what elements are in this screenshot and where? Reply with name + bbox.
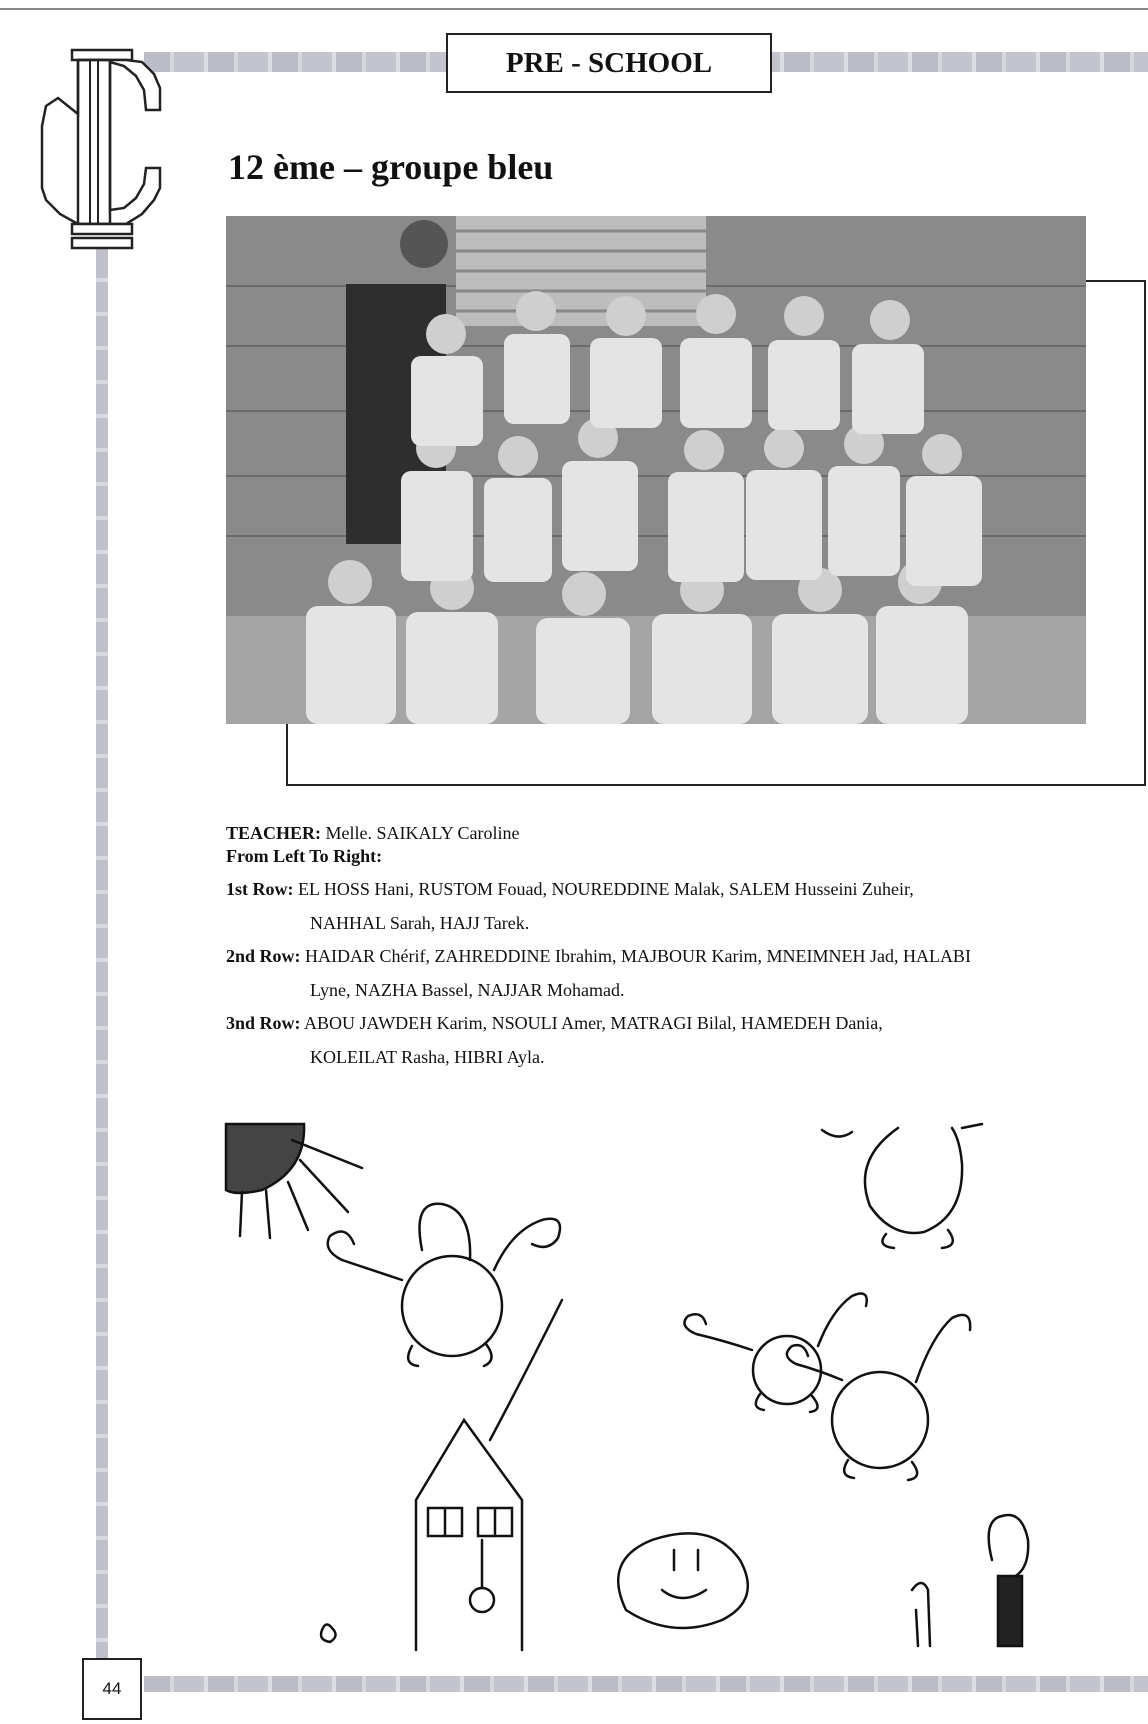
order-label: From Left To Right: (226, 846, 383, 866)
left-margin-band (96, 248, 108, 1668)
page-number: 44 (82, 1658, 142, 1720)
turtle-top-right-icon (822, 1124, 982, 1248)
page-title: 12 ème – groupe bleu (228, 147, 554, 187)
house-icon (416, 1300, 562, 1650)
figure-icon (912, 1583, 930, 1646)
row-3: 3nd Row: ABOU JAWDEH Karim, NSOULI Amer, MATRAGI Bilal, HAMEDEH Dania, KOLEILAT Rasha, HIBRI Ayla. (226, 1013, 883, 1067)
child-drawing (222, 1120, 1122, 1665)
turtle-left-icon (328, 1204, 560, 1366)
teacher-name: Melle. SAIKALY Caroline (325, 823, 520, 843)
section-header: PRE - SCHOOL (446, 33, 772, 93)
school-logo-icon (38, 48, 166, 252)
row-1: 1st Row: EL HOSS Hani, RUSTOM Fouad, NOUREDDINE Malak, SALEM Husseini Zuheir, NAHHAL Sarah, HAJJ Tarek. (226, 879, 914, 933)
sun-icon (226, 1124, 362, 1238)
caption-block (226, 822, 1126, 1069)
footer-band (144, 1676, 1148, 1692)
flower-icon (321, 1624, 336, 1642)
row-2: 2nd Row: HAIDAR Chérif, ZAHREDDINE Ibrahim, MAJBOUR Karim, MNEIMNEH Jad, HALABI Lyne, NAZHA Bassel, NAJJAR Mohamad. (226, 946, 971, 1000)
top-rule (0, 8, 1148, 10)
teacher-label: TEACHER: (226, 823, 322, 843)
class-photo (226, 216, 1086, 724)
face-icon (618, 1533, 748, 1628)
tree-icon (989, 1515, 1029, 1646)
teacher-line (226, 822, 1126, 845)
